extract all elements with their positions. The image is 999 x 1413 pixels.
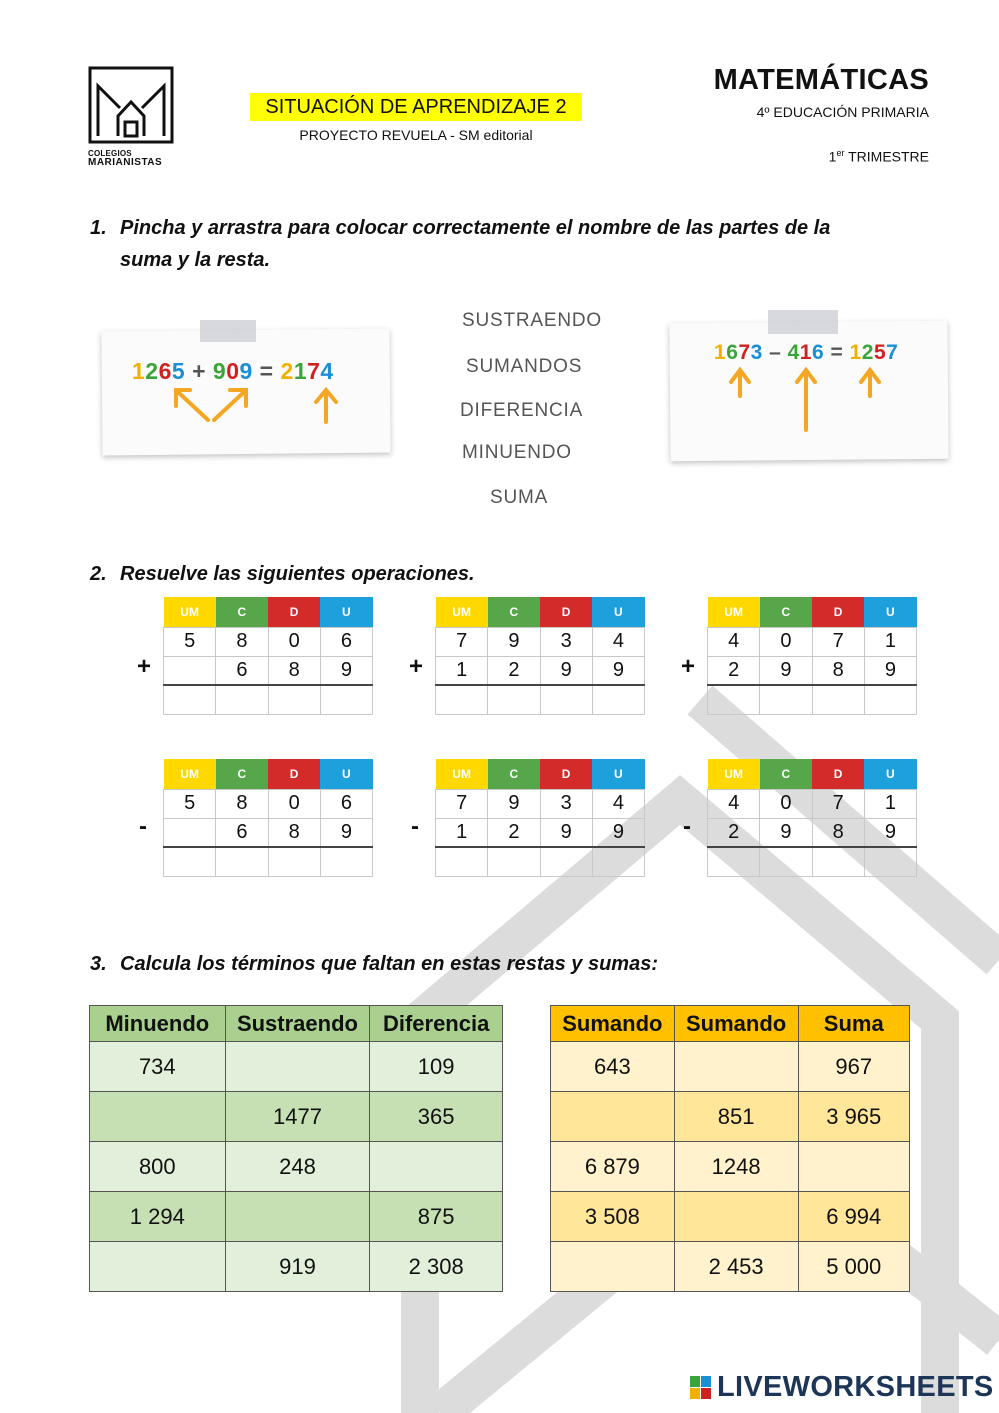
header-um: UM bbox=[708, 759, 760, 789]
missing-term-input[interactable] bbox=[551, 1092, 674, 1141]
subtraction-terms-table bbox=[89, 1005, 503, 1292]
sum-arrows bbox=[160, 382, 360, 427]
answer-cell bbox=[592, 847, 644, 876]
answer-cell bbox=[268, 685, 320, 714]
term-cell: 1248 bbox=[674, 1142, 798, 1192]
answer-input[interactable] bbox=[813, 686, 864, 714]
answer-cell bbox=[540, 847, 592, 876]
answer-cell bbox=[812, 685, 864, 714]
digit-cell: 0 bbox=[760, 627, 812, 656]
digit-cell: 7 bbox=[436, 627, 488, 656]
header-um: UM bbox=[164, 759, 216, 789]
digit-cell: 1 bbox=[864, 627, 916, 656]
missing-term-cell bbox=[90, 1242, 226, 1292]
logo-text-small: COLEGIOS bbox=[88, 149, 132, 158]
sub-operand-a-digit: 1 bbox=[714, 341, 727, 364]
missing-term-input[interactable] bbox=[675, 1042, 798, 1091]
operand-row bbox=[164, 656, 373, 685]
question-3-number: 3. bbox=[90, 953, 107, 975]
header-u: U bbox=[592, 597, 644, 627]
term-number: 1 bbox=[828, 148, 837, 165]
operand-row bbox=[436, 818, 645, 847]
sum-operand-b-digit: 9 bbox=[239, 358, 253, 384]
question-1-number: 1. bbox=[90, 217, 107, 239]
sub-operand-a-digit: 3 bbox=[750, 341, 763, 364]
drag-word-diferencia[interactable]: DIFERENCIA bbox=[460, 400, 584, 421]
missing-term-input[interactable] bbox=[90, 1242, 225, 1291]
answer-input[interactable] bbox=[541, 686, 592, 714]
question-1-line1: Pincha y arrastra para colocar correctamente el nombre de las partes de la bbox=[120, 217, 831, 239]
place-value-header bbox=[436, 597, 645, 627]
sub-result-digit: 2 bbox=[861, 341, 874, 364]
operand-row bbox=[708, 627, 917, 656]
sub-result-digit: 7 bbox=[886, 341, 899, 364]
plus-sign: + bbox=[409, 653, 424, 680]
term-cell: 967 bbox=[798, 1042, 910, 1092]
answer-row bbox=[436, 847, 645, 876]
table-row bbox=[551, 1042, 910, 1092]
logo-text-big: MARIANISTAS bbox=[88, 157, 163, 168]
answer-row bbox=[708, 847, 917, 876]
sum-operand-a-digit: 1 bbox=[132, 358, 146, 384]
answer-cell bbox=[268, 847, 320, 876]
subtraction-arrows bbox=[720, 366, 890, 436]
column-header-sumando: Sumando bbox=[674, 1006, 798, 1042]
addition-terms-table bbox=[550, 1005, 910, 1292]
header-u: U bbox=[320, 759, 372, 789]
header-d: D bbox=[540, 759, 592, 789]
answer-cell bbox=[320, 685, 372, 714]
header-d: D bbox=[540, 597, 592, 627]
column-header-minuendo: Minuendo bbox=[90, 1006, 226, 1042]
answer-input[interactable] bbox=[216, 686, 267, 714]
answer-cell bbox=[164, 685, 216, 714]
missing-term-cell bbox=[551, 1092, 675, 1142]
term-cell: 6 879 bbox=[551, 1142, 675, 1192]
header-u: U bbox=[592, 759, 644, 789]
tape-strip bbox=[200, 320, 256, 342]
question-1-line2: suma y la resta. bbox=[120, 249, 271, 271]
digit-cell: 5 bbox=[164, 627, 216, 656]
sum-result-digit: 1 bbox=[293, 358, 308, 384]
minus-sign: - bbox=[411, 813, 419, 840]
digit-cell: 7 bbox=[436, 789, 488, 818]
operation-grid bbox=[435, 597, 645, 715]
missing-term-cell bbox=[225, 1042, 370, 1092]
drag-word-suma[interactable]: SUMA bbox=[490, 487, 549, 508]
digit-cell: 6 bbox=[320, 627, 372, 656]
digit-cell: 4 bbox=[592, 627, 644, 656]
digit-cell: 9 bbox=[592, 656, 644, 685]
sub-operand-b-digit: 6 bbox=[811, 341, 825, 364]
operation-grid bbox=[163, 597, 373, 715]
sum-result-digit: 2 bbox=[280, 358, 294, 384]
answer-input[interactable] bbox=[593, 686, 644, 714]
term-cell: 365 bbox=[370, 1092, 503, 1142]
sub-result-digit: 5 bbox=[873, 341, 887, 364]
missing-term-cell bbox=[674, 1192, 798, 1242]
term-cell: 248 bbox=[225, 1142, 370, 1192]
term-cell: 643 bbox=[551, 1042, 675, 1092]
minus-sign: - bbox=[683, 813, 691, 840]
sub-equals: = bbox=[824, 341, 850, 364]
digit-cell: 9 bbox=[760, 818, 812, 847]
answer-row bbox=[164, 685, 373, 714]
header-c: C bbox=[216, 759, 268, 789]
header-c: C bbox=[488, 597, 540, 627]
digit-cell: 7 bbox=[812, 789, 864, 818]
answer-input[interactable] bbox=[865, 848, 916, 876]
column-header-sumando: Sumando bbox=[551, 1006, 675, 1042]
operand-row bbox=[708, 818, 917, 847]
digit-cell: 9 bbox=[320, 818, 372, 847]
place-value-header bbox=[708, 597, 917, 627]
sum-result-digit: 4 bbox=[320, 358, 334, 384]
answer-input[interactable] bbox=[321, 686, 372, 714]
answer-row bbox=[164, 847, 373, 876]
answer-input[interactable] bbox=[488, 848, 539, 876]
header-um: UM bbox=[436, 759, 488, 789]
digit-cell: 2 bbox=[708, 656, 760, 685]
missing-term-cell bbox=[225, 1192, 370, 1242]
digit-cell: 9 bbox=[864, 656, 916, 685]
table-row bbox=[90, 1092, 503, 1142]
digit-cell: 4 bbox=[708, 789, 760, 818]
digit-cell: 8 bbox=[216, 789, 268, 818]
place-value-header bbox=[164, 759, 373, 789]
term-cell: 3 508 bbox=[551, 1192, 675, 1242]
operand-row bbox=[164, 789, 373, 818]
digit-cell: 6 bbox=[216, 656, 268, 685]
situation-title: SITUACIÓN DE APRENDIZAJE 2 bbox=[250, 93, 582, 121]
operation-grid bbox=[707, 597, 917, 715]
answer-input[interactable] bbox=[216, 848, 267, 876]
answer-cell bbox=[164, 847, 216, 876]
answer-cell bbox=[708, 847, 760, 876]
answer-input[interactable] bbox=[593, 848, 644, 876]
operand-row bbox=[164, 818, 373, 847]
digit-cell bbox=[164, 818, 216, 847]
project-subtitle: PROYECTO REVUELA - SM editorial bbox=[299, 127, 533, 143]
minus-sign: - bbox=[139, 813, 147, 840]
sub-operand-a-digit: 6 bbox=[726, 341, 739, 364]
digit-cell: 9 bbox=[592, 818, 644, 847]
digit-cell: 8 bbox=[216, 627, 268, 656]
missing-term-cell bbox=[370, 1142, 503, 1192]
table-row bbox=[90, 1242, 503, 1292]
header-d: D bbox=[268, 759, 320, 789]
question-3-text: Calcula los términos que faltan en estas restas y sumas: bbox=[120, 953, 658, 975]
answer-input[interactable] bbox=[269, 848, 320, 876]
operation-grid bbox=[435, 759, 645, 877]
term-cell: 5 000 bbox=[798, 1242, 910, 1292]
header-um: UM bbox=[436, 597, 488, 627]
digit-cell: 9 bbox=[864, 818, 916, 847]
question-2-number: 2. bbox=[90, 563, 107, 585]
digit-cell: 8 bbox=[812, 818, 864, 847]
plus-sign: + bbox=[137, 653, 152, 680]
digit-cell: 0 bbox=[760, 789, 812, 818]
liveworksheets-brand: LIVEWORKSHEETS bbox=[717, 1371, 994, 1403]
operand-row bbox=[164, 627, 373, 656]
answer-input[interactable] bbox=[760, 686, 811, 714]
digit-cell: 1 bbox=[436, 656, 488, 685]
digit-cell: 3 bbox=[540, 789, 592, 818]
header-c: C bbox=[760, 759, 812, 789]
sub-operand-b-digit: 1 bbox=[799, 341, 812, 364]
digit-cell: 9 bbox=[540, 656, 592, 685]
term-cell: 919 bbox=[225, 1242, 370, 1292]
answer-input[interactable] bbox=[708, 686, 759, 714]
answer-input[interactable] bbox=[164, 686, 215, 714]
answer-input[interactable] bbox=[488, 686, 539, 714]
place-value-header bbox=[164, 597, 373, 627]
header-um: UM bbox=[708, 597, 760, 627]
term-word: TRIMESTRE bbox=[848, 148, 929, 165]
missing-term-input[interactable] bbox=[90, 1092, 225, 1141]
sum-operand-a-digit: 5 bbox=[171, 358, 186, 384]
header-d: D bbox=[812, 597, 864, 627]
term-cell: 2 308 bbox=[370, 1242, 503, 1292]
digit-cell: 9 bbox=[540, 818, 592, 847]
answer-input[interactable] bbox=[164, 848, 215, 876]
sub-operand-b-digit: 4 bbox=[787, 341, 800, 364]
sum-operand-b-digit: 0 bbox=[226, 358, 240, 384]
answer-input[interactable] bbox=[321, 848, 372, 876]
header-u: U bbox=[320, 597, 372, 627]
table-row bbox=[551, 1242, 910, 1292]
digit-cell: 2 bbox=[488, 818, 540, 847]
digit-cell: 9 bbox=[488, 627, 540, 656]
sub-operator: – bbox=[762, 341, 788, 364]
answer-cell bbox=[592, 685, 644, 714]
sum-result-digit: 7 bbox=[307, 358, 321, 384]
drag-word-sumandos[interactable]: SUMANDOS bbox=[466, 356, 583, 377]
operand-row bbox=[436, 789, 645, 818]
subject-title: MATEMÁTICAS bbox=[713, 64, 929, 96]
missing-term-cell bbox=[674, 1042, 798, 1092]
answer-input[interactable] bbox=[269, 686, 320, 714]
missing-term-cell bbox=[798, 1142, 910, 1192]
header-c: C bbox=[760, 597, 812, 627]
digit-cell: 0 bbox=[268, 789, 320, 818]
term-cell: 875 bbox=[370, 1192, 503, 1242]
header-um: UM bbox=[164, 597, 216, 627]
missing-term-input[interactable] bbox=[551, 1242, 674, 1291]
digit-cell bbox=[164, 656, 216, 685]
question-2-text: Resuelve las siguientes operaciones. bbox=[120, 563, 475, 585]
sum-operator: + bbox=[185, 358, 213, 384]
plus-sign: + bbox=[681, 653, 696, 680]
column-header-sustraendo: Sustraendo bbox=[225, 1006, 370, 1042]
sub-operand-a-digit: 7 bbox=[738, 341, 751, 364]
answer-input[interactable] bbox=[541, 848, 592, 876]
answer-cell bbox=[216, 847, 268, 876]
table-row bbox=[90, 1192, 503, 1242]
answer-cell bbox=[488, 685, 540, 714]
digit-cell: 1 bbox=[436, 818, 488, 847]
missing-term-input[interactable] bbox=[226, 1192, 370, 1241]
header-c: C bbox=[488, 759, 540, 789]
digit-cell: 9 bbox=[320, 656, 372, 685]
sum-operand-a-digit: 2 bbox=[145, 358, 159, 384]
answer-cell bbox=[812, 847, 864, 876]
sub-result-digit: 1 bbox=[849, 341, 862, 364]
answer-input[interactable] bbox=[436, 848, 487, 876]
column-header-suma: Suma bbox=[798, 1006, 910, 1042]
missing-term-cell bbox=[90, 1092, 226, 1142]
drag-word-sustraendo[interactable]: SUSTRAENDO bbox=[462, 310, 602, 331]
term-cell: 6 994 bbox=[798, 1192, 910, 1242]
term-cell: 1 294 bbox=[90, 1192, 226, 1242]
answer-cell bbox=[864, 685, 916, 714]
missing-term-input[interactable] bbox=[799, 1142, 910, 1191]
digit-cell: 2 bbox=[708, 818, 760, 847]
missing-term-input[interactable] bbox=[370, 1142, 502, 1191]
question-1-heading bbox=[90, 212, 930, 276]
answer-row bbox=[708, 685, 917, 714]
answer-input[interactable] bbox=[865, 686, 916, 714]
term-cell: 851 bbox=[674, 1092, 798, 1142]
subtraction-expression bbox=[714, 341, 898, 365]
operation-grid bbox=[707, 759, 917, 877]
question-3-heading bbox=[90, 948, 658, 980]
table-row bbox=[90, 1042, 503, 1092]
answer-cell bbox=[488, 847, 540, 876]
digit-cell: 5 bbox=[164, 789, 216, 818]
answer-input[interactable] bbox=[708, 848, 759, 876]
header-d: D bbox=[268, 597, 320, 627]
digit-cell: 4 bbox=[592, 789, 644, 818]
sum-operand-a-digit: 6 bbox=[158, 358, 172, 384]
grade-label: 4º EDUCACIÓN PRIMARIA bbox=[756, 104, 929, 120]
term-cell: 800 bbox=[90, 1142, 226, 1192]
term-cell: 2 453 bbox=[674, 1242, 798, 1292]
operation-grid bbox=[163, 759, 373, 877]
answer-cell bbox=[708, 685, 760, 714]
digit-cell: 6 bbox=[216, 818, 268, 847]
column-header-diferencia: Diferencia bbox=[370, 1006, 503, 1042]
header-d: D bbox=[812, 759, 864, 789]
answer-input[interactable] bbox=[436, 686, 487, 714]
digit-cell: 8 bbox=[268, 818, 320, 847]
missing-term-input[interactable] bbox=[675, 1192, 798, 1241]
operand-row bbox=[708, 789, 917, 818]
term-cell: 109 bbox=[370, 1042, 503, 1092]
sum-equals: = bbox=[252, 358, 281, 384]
digit-cell: 8 bbox=[812, 656, 864, 685]
digit-cell: 3 bbox=[540, 627, 592, 656]
place-value-header bbox=[708, 759, 917, 789]
table-row bbox=[551, 1192, 910, 1242]
operand-row bbox=[436, 656, 645, 685]
digit-cell: 4 bbox=[708, 627, 760, 656]
digit-cell: 9 bbox=[760, 656, 812, 685]
missing-term-cell bbox=[551, 1242, 675, 1292]
answer-input[interactable] bbox=[813, 848, 864, 876]
term-cell: 734 bbox=[90, 1042, 226, 1092]
operand-row bbox=[436, 627, 645, 656]
place-value-header bbox=[436, 759, 645, 789]
term-label bbox=[640, 148, 929, 165]
header-u: U bbox=[864, 759, 916, 789]
term-cell: 3 965 bbox=[798, 1092, 910, 1142]
term-cell: 1477 bbox=[225, 1092, 370, 1142]
answer-input[interactable] bbox=[760, 848, 811, 876]
digit-cell: 6 bbox=[320, 789, 372, 818]
digit-cell: 9 bbox=[488, 789, 540, 818]
answer-cell bbox=[760, 685, 812, 714]
sum-expression bbox=[132, 358, 334, 385]
digit-cell: 2 bbox=[488, 656, 540, 685]
digit-cell: 8 bbox=[268, 656, 320, 685]
digit-cell: 7 bbox=[812, 627, 864, 656]
answer-cell bbox=[436, 685, 488, 714]
term-superscript: er bbox=[836, 148, 845, 158]
header-u: U bbox=[864, 597, 916, 627]
sum-operand-b-digit: 9 bbox=[212, 358, 227, 384]
table-row bbox=[551, 1142, 910, 1192]
answer-cell bbox=[436, 847, 488, 876]
drag-word-minuendo[interactable]: MINUENDO bbox=[462, 442, 572, 463]
table-row bbox=[551, 1092, 910, 1142]
digit-cell: 1 bbox=[864, 789, 916, 818]
answer-row bbox=[436, 685, 645, 714]
answer-cell bbox=[320, 847, 372, 876]
header-c: C bbox=[216, 597, 268, 627]
answer-cell bbox=[216, 685, 268, 714]
question-2-heading bbox=[90, 558, 475, 590]
answer-cell bbox=[864, 847, 916, 876]
table-row bbox=[90, 1142, 503, 1192]
answer-cell bbox=[540, 685, 592, 714]
digit-cell: 0 bbox=[268, 627, 320, 656]
answer-cell bbox=[760, 847, 812, 876]
operand-row bbox=[708, 656, 917, 685]
tape-strip bbox=[768, 310, 838, 334]
missing-term-input[interactable] bbox=[226, 1042, 370, 1091]
